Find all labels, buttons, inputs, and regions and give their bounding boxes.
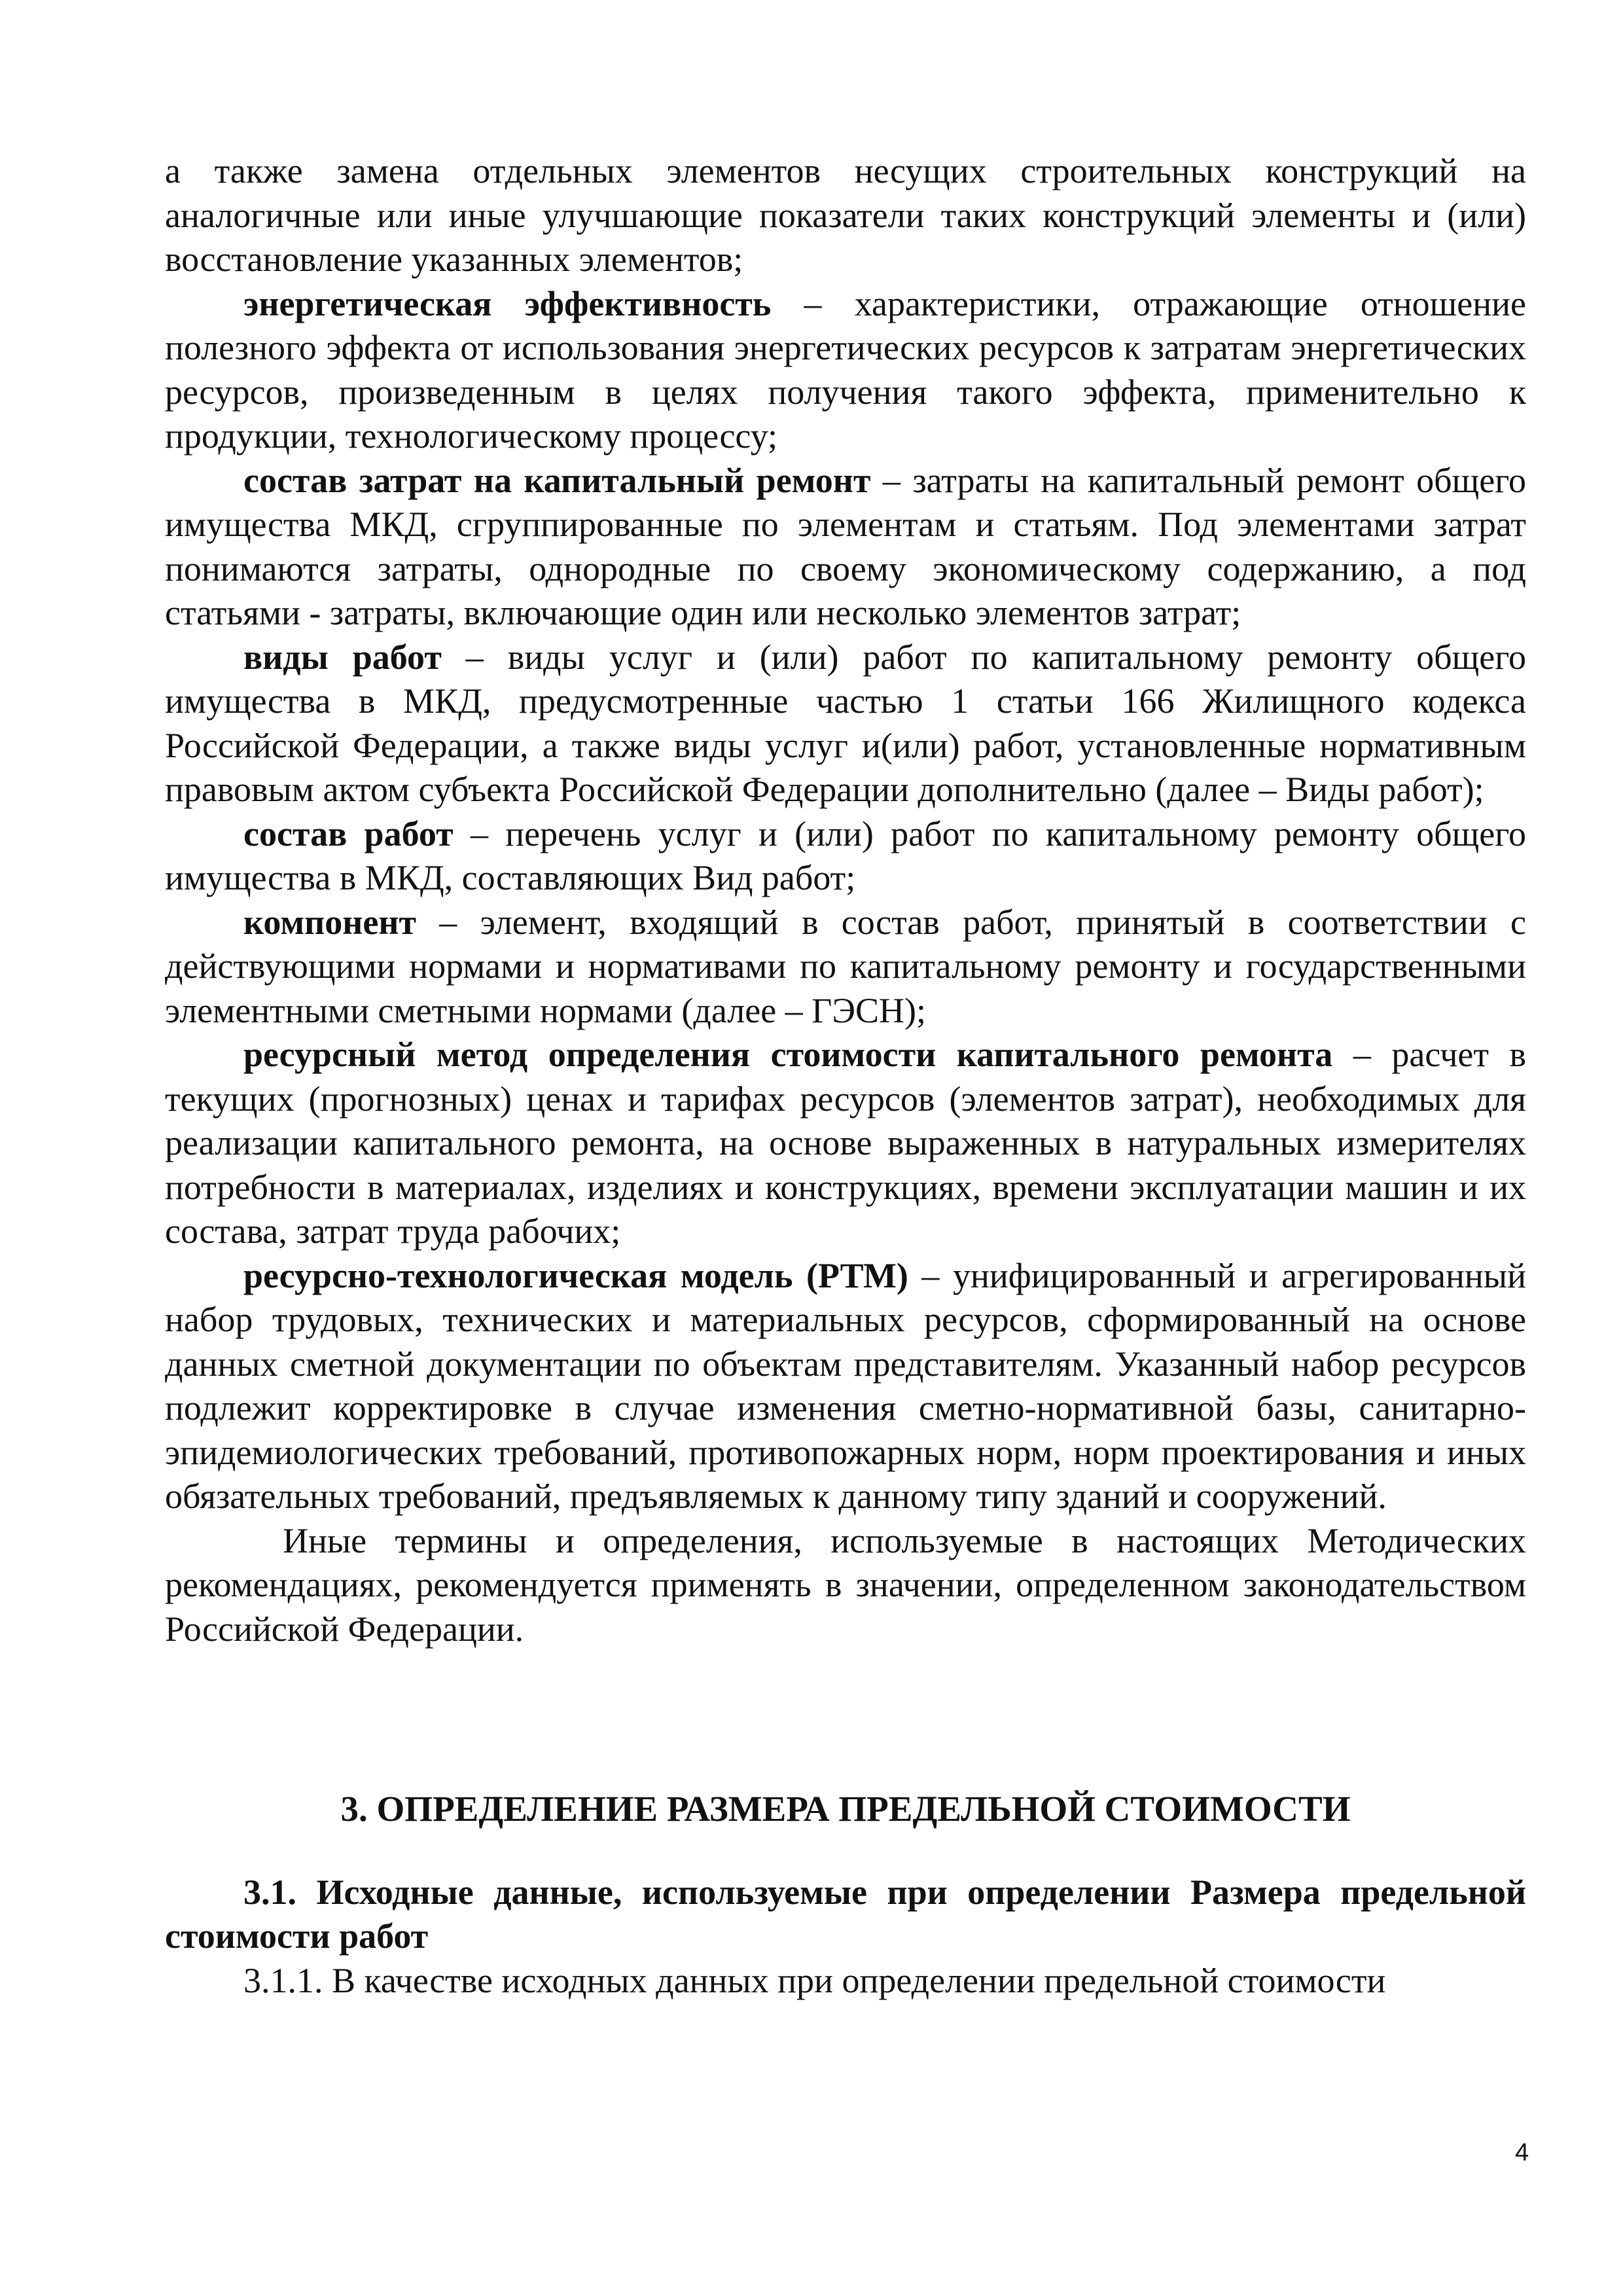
paragraph-text: Иные термины и определения, используемые в настоящих Методических рекомендациях, рекомендуется применять в значении, определенном законодательством Российской Федерации. bbox=[165, 1520, 1526, 1649]
definition-term: ресурсно-технологическая модель (РТМ) bbox=[243, 1255, 908, 1295]
clause-3-1-1: 3.1.1. В качестве исходных данных при определении предельной стоимости bbox=[243, 1960, 1386, 2000]
paragraph-other-terms bbox=[165, 1519, 1526, 1652]
section-title: 3. ОПРЕДЕЛЕНИЕ РАЗМЕРА ПРЕДЕЛЬНОЙ СТОИМОСТИ bbox=[340, 1789, 1351, 1829]
definition-component bbox=[165, 901, 1526, 1033]
definition-term: состав затрат на капитальный ремонт bbox=[243, 460, 871, 500]
definition-energy-efficiency bbox=[165, 282, 1526, 459]
definition-resource-method bbox=[165, 1033, 1526, 1254]
definition-work-composition bbox=[165, 812, 1526, 901]
definition-cost-composition bbox=[165, 459, 1526, 636]
page-number: 4 bbox=[1515, 2139, 1529, 2166]
paragraph-text: а также замена отдельных элементов несущих строительных конструкций на аналогичные или иные улучшающие показатели таких конструкций элементы и (или) восстановление указанных элементов; bbox=[165, 151, 1526, 279]
definition-term: компонент bbox=[243, 902, 416, 942]
definition-text: – виды услуг и (или) работ по капитальному ремонту общего имущества в МКД, предусмотренные частью 1 статьи 166 Жилищного кодекса Российской Федерации, а также виды услуг и(или) работ, установленные нормативным правовым актом субъекта Российской Федерации дополнительно (далее – Виды работ); bbox=[165, 637, 1526, 809]
definition-term: состав работ bbox=[243, 814, 454, 853]
paragraph-intro bbox=[165, 149, 1526, 282]
definition-text: – перечень услуг и (или) работ по капитальному ремонту общего имущества в МКД, составляющих Вид работ; bbox=[165, 814, 1527, 897]
document-page bbox=[165, 149, 1526, 2003]
definition-work-types bbox=[165, 636, 1526, 812]
definition-term: виды работ bbox=[243, 637, 442, 677]
definition-term: энергетическая эффективность bbox=[243, 283, 772, 323]
definition-rtm bbox=[165, 1254, 1526, 1519]
definition-term: ресурсный метод определения стоимости капитального ремонта bbox=[243, 1035, 1333, 1074]
definition-text: – унифицированный и агрегированный набор трудовых, технических и материальных ресурсов, сформированный на основе данных сметной документации по объектам представителям. Указанный набор ресурсов подлежит корректировке в случае изменения сметно-нормативной базы, санитарно-эпидемиологических требований, противопожарных норм, норм проектирования и иных обязательных требований, предъявляемых к данному типу зданий и сооружений. bbox=[165, 1255, 1526, 1516]
definition-text: – расчет в текущих (прогнозных) ценах и тарифах ресурсов (элементов затрат), необходимых для реализации капитального ремонта, на основе выраженных в натуральных измерителях потребности в материалах, изделиях и конструкциях, времени эксплуатации машин и их состава, затрат труда рабочих; bbox=[165, 1035, 1527, 1251]
definition-text: – характеристики, отражающие отношение полезного эффекта от использования энергетических ресурсов к затратам энергетических ресурсов, произведенным в целях получения такого эффекта, применительно к продукции, технологическому процессу; bbox=[165, 283, 1526, 456]
subsection-title: 3.1. Исходные данные, используемые при определении Размера предельной стоимости работ bbox=[165, 1872, 1526, 1956]
definition-text: – элемент, входящий в состав работ, принятый в соответствии с действующими нормами и нормативами по капитальному ремонту и государственными элементными сметными нормами (далее – ГЭСН); bbox=[165, 902, 1526, 1030]
definition-text: – затраты на капитальный ремонт общего имущества МКД, сгруппированные по элементам и статьям. Под элементами затрат понимаются затраты, однородные по своему экономическому содержанию, а под статьями - затраты, включающие один или несколько элементов затрат; bbox=[165, 460, 1526, 632]
